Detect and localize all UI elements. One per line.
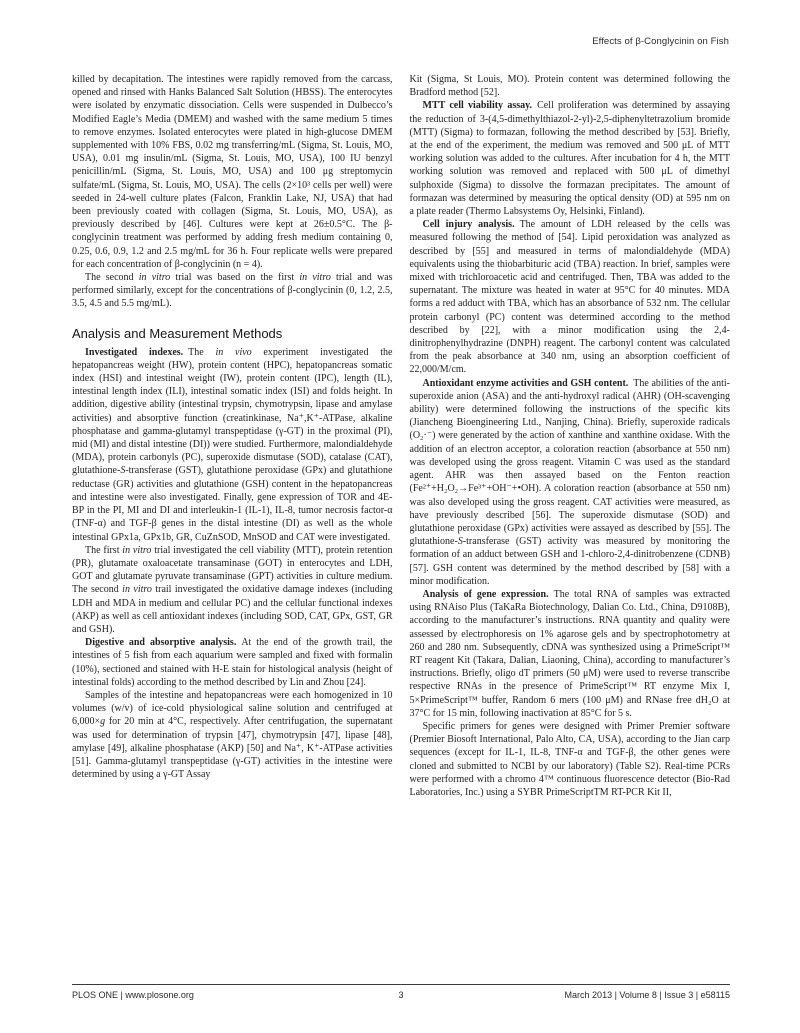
run-in-heading: Cell injury analysis. (422, 219, 515, 231)
run-in-heading: Digestive and absorptive analysis. (85, 637, 237, 649)
paragraph: Specific primers for genes were designed with Primer Premier software (Premier Biosoft International, Palo Alto, CA, USA), according to the Jian carp sequences (except for IL-1, IL-8, TNF-α and TGF-β, the other genes were cloned and submitted to NCBI by our laboratory) (Table S2). Real-time PCRs were performed with a chromo 4™ continuous fluorescence detector (Bio-Rad Laboratories, Inc.) using a SYBR PrimeScriptTM RT-PCR Kit II, (409, 720, 730, 798)
paragraph: Kit (Sigma, St Louis, MO). Protein content was determined following the Bradford method [52]. (409, 74, 730, 99)
run-in-heading: Investigated indexes. (85, 346, 184, 358)
footer-page-number: 3 (398, 990, 404, 1000)
two-column-body (72, 73, 730, 799)
section-heading: Analysis and Measurement Methods (72, 325, 283, 341)
run-in-heading: Analysis of gene expression. (422, 588, 549, 600)
paragraph: Digestive and absorptive analysis. At the end of the growth trail, the intestines of 5 fish from each aquarium were sampled and fixed with formalin (10%), sectioned and stained with H-E stain for histological analysis (height of intestinal folds) according to the method described by Lin and Zhou [24]. (72, 637, 393, 688)
left-column (72, 73, 393, 799)
paragraph: Investigated indexes. The in vivo experiment investigated the hepatopancreas weight (HW), protein content (HPC), hepatopancreas somatic index (HSI) and intestinal weight (IW), protein content (IPC), length (IL), intestinal length index (ILI), intestinal somatic index (ISI) and folds height. In addition, digestive ability (intestinal trypsin, chymotrypsin, lipase and amylase activities) and absorptive function (creatinkinase, Na⁺,K⁺-ATPase, alkaline phosphatase and gamma-glutamyl transpeptidase (γ-GT) in the proximal (PI), mid (MI) and distal intestine (DI)) were studied. Furthermore, malondialdehyde (MDA), protein carbonyls (PC), superoxide dismutase (SOD), catalase (CAT), glutathione-S-transferase (GST), glutathione peroxidase (GPx) and glutathione reductase (GR) activities and glutathione (GSH) content in the hepatopancreas and intestine were also investigated. Finally, gene expression of TOR and 4E-BP in the PI, MI and DI and interleukin-1 (IL-1), IL-8, tumor necrosis factor-α (TNF-α) and TGF-β genes in the distal intestine (DI) as well as the whole intestinal GPx1a, GPx1b, GR, CuZnSOD, MnSOD and CAT were investigated. (72, 346, 393, 543)
run-in-heading: MTT cell viability assay. (422, 100, 533, 112)
paragraph: Samples of the intestine and hepatopancreas were each homogenized in 10 volumes (w/v) of ice-cold physiological saline solution and centrifuged at 6,000×g for 20 min at 4°C, respectively. After centrifugation, the supernatant was used for determination of trypsin [47], chymotrypsin [47], lipase [48], amylase [49], alkaline phosphatase (AKP) [50] and Na⁺, K⁺-ATPase activities [51]. Gamma-glutamyl transpeptidase (γ-GT) activities in the intestine were determined by using a γ-GT Assay (72, 689, 393, 781)
paragraph: Antioxidant enzyme activities and GSH content. The abilities of the anti-superoxide anion (ASA) and the anti-hydroxyl radical (AHR) (OH-scavenging ability) were determined following the instructions of the specific kits (Jiancheng Bioengineering Ltd., Nanjing, China). Briefly, superoxide radicals (O₂·⁻) were generated by the action of xanthine and xanthine oxidase. With the addition of an electron acceptor, a coloration reaction (absorbance at 550 nm) was developed using the gross reagent. Vitamin C was used as the standard agent. AHR was then assayed based on the Fenton reaction (Fe²⁺+H₂O₂→Fe³⁺+OH⁻+•OH). A coloration reaction (absorbance at 550 nm) was also developed using the gross reagent. CAT activities were measured, as have previously described [56]. The superoxide dismutase (SOD) and glutathione peroxidase (GPx) activities were assayed as described by [55]. The glutathione-S-transferase (GST) activity was measured by monitoring the formation of an adduct between GSH and 1-chloro-2,4-dinitrobenzene (CDNB) [57]. GSH content was determined by the method described by [58] with a minor modification. (409, 377, 730, 587)
paragraph: Cell injury analysis. The amount of LDH released by the cells was measured following the method of [54]. Lipid peroxidation was analyzed as described by [55] and measured in terms of malondialdehyde (MDA) equivalents using the thiobarbituric acid (TBA) reaction. In brief, samples were mixed with trichloroacetic acid and centrifuged. Then, TBA was added to the supernatant. The mixture was heated in water at 95°C for 40 minutes. MDA forms a red adduct with TBA, which has an absorbance of 532 nm. The cellular protein carbonyl (PC) content was determined according to the method described by [22], with a minor modification using the 2,4-dinitrophenylhydrazine (DNPH) reagent. The carbonyl content was calculated from the peak absorbance at 340 nm, using an absorption coefficient of 22,000/M/cm. (409, 219, 730, 376)
page-footer (72, 984, 730, 1000)
paragraph: The first in vitro trial investigated the cell viability (MTT), protein retention (PR), glutamate oxaloacetate transaminase (GOT) in enterocytes and LDH, GOT and glutamate pyruvate transaminase (GPT) activities in culture medium. The second in vitro trail investigated the oxidative damage indexes (including LDH and MDA in medium and cellular PC) and the cellular functional indexes (AKP) as well as cell antioxidant indexes (including SOD, CAT, GPx, GST, GR and GSH). (72, 544, 393, 635)
paragraph: killed by decapitation. The intestines were rapidly removed from the carcass, opened and rinsed with Hanks Balanced Salt Solution (HBSS). The enterocytes were isolated by enzymatic dissociation. Cells were suspended in Dulbecco’s Modified Eagle’s Media (DMEM) and washed with the same medium 5 times to remove enzymes. Isolated enterocytes were plated in high-glucose DMEM supplemented with 10% FBS, 0.02 mg transferring/mL (Sigma, St. Louis, MO, USA), 0.01 mg insulin/mL (Sigma, St. Louis, MO, USA), 100 IU benzyl penicillin/mL (Sigma, St. Louis, MO, USA) and 100 μg streptomycin sulfate/mL (Sigma, St. Louis, MO, USA). The cells (2×10³ cells per well) were seeded in 24-well culture plates (Falcon, Franklin Lake, NJ, USA) that had been previously coated with collagen (Sigma, St. Louis, MO, USA), as previously described by [46]. Cultures were kept at 26±0.5°C. The β-conglycinin treatment was performed by adding fresh medium containing 0, 0.25, 0.6, 0.9, 1.2 and 2.5 mg/mL for 36 h. Four replicate wells were prepared for each concentration of β-conglycinin (n = 4). (72, 74, 393, 270)
running-title: Effects of β-Conglycinin on Fish (592, 36, 729, 47)
right-column (410, 73, 731, 799)
footer-journal: PLOS ONE | www.plosone.org (72, 990, 194, 1000)
running-head (592, 36, 729, 47)
paragraph: Analysis of gene expression. The total RNA of samples was extracted using RNAiso Plus (TaKaRa Biotechnology, Dalian Co. Ltd., China, D9108B), according to the manufacturer’s instructions. RNA quantity and quality were assessed by electrophoresis on 1% agarose gels and by spectrophotometry at 260 and 280 nm. Subsequently, cDNA was synthesized using a PrimeScript™ RT reagent Kit (Takara, Dalian, Liaoning, China), according to manufacturer’s instructions. Briefly, oligo dT primers (50 μM) were used to reverse transcribe respective RNAs in the presence of PrimeScript™ RT enzyme Mix I, 5×PrimeScript™ buffer, Random 6 mers (100 μM) and RNase free dH₂O at 37°C for 15 min, following inactivation at 85°C for 5 s. (409, 588, 731, 719)
run-in-heading: Antioxidant enzyme activities and GSH content. (422, 377, 629, 389)
paragraph: The second in vitro trial was based on the first in vitro trial and was performed similarly, except for the concentrations of β-conglycinin (0, 1.2, 2.5, 3.5, 4.5 and 5.5 mg/mL). (72, 272, 393, 310)
footer-issue-info: March 2013 | Volume 8 | Issue 3 | e58115 (564, 990, 730, 1000)
paragraph: MTT cell viability assay. Cell proliferation was determined by assaying the reduction of 3-(4,5-dimethylthiazol-2-yl)-2,5-diphenyltetrazolium bromide (MTT) (Sigma) to formazan, following the method described by [53]. Briefly, at the end of the experiment, the medium was removed and 500 μL of MTT working solution was added to the cultures. After incubation for 4 h, the MTT working solution was removed and replaced with 500 μL of dimethyl sulphoxide (Sigma) to dissolve the formazan precipitates. The amount of formazan was determined by measuring the optical density (OD) at 595 nm on a plate reader (Thermo Labsystems Oy, Helsinki, Finland). (409, 100, 730, 218)
